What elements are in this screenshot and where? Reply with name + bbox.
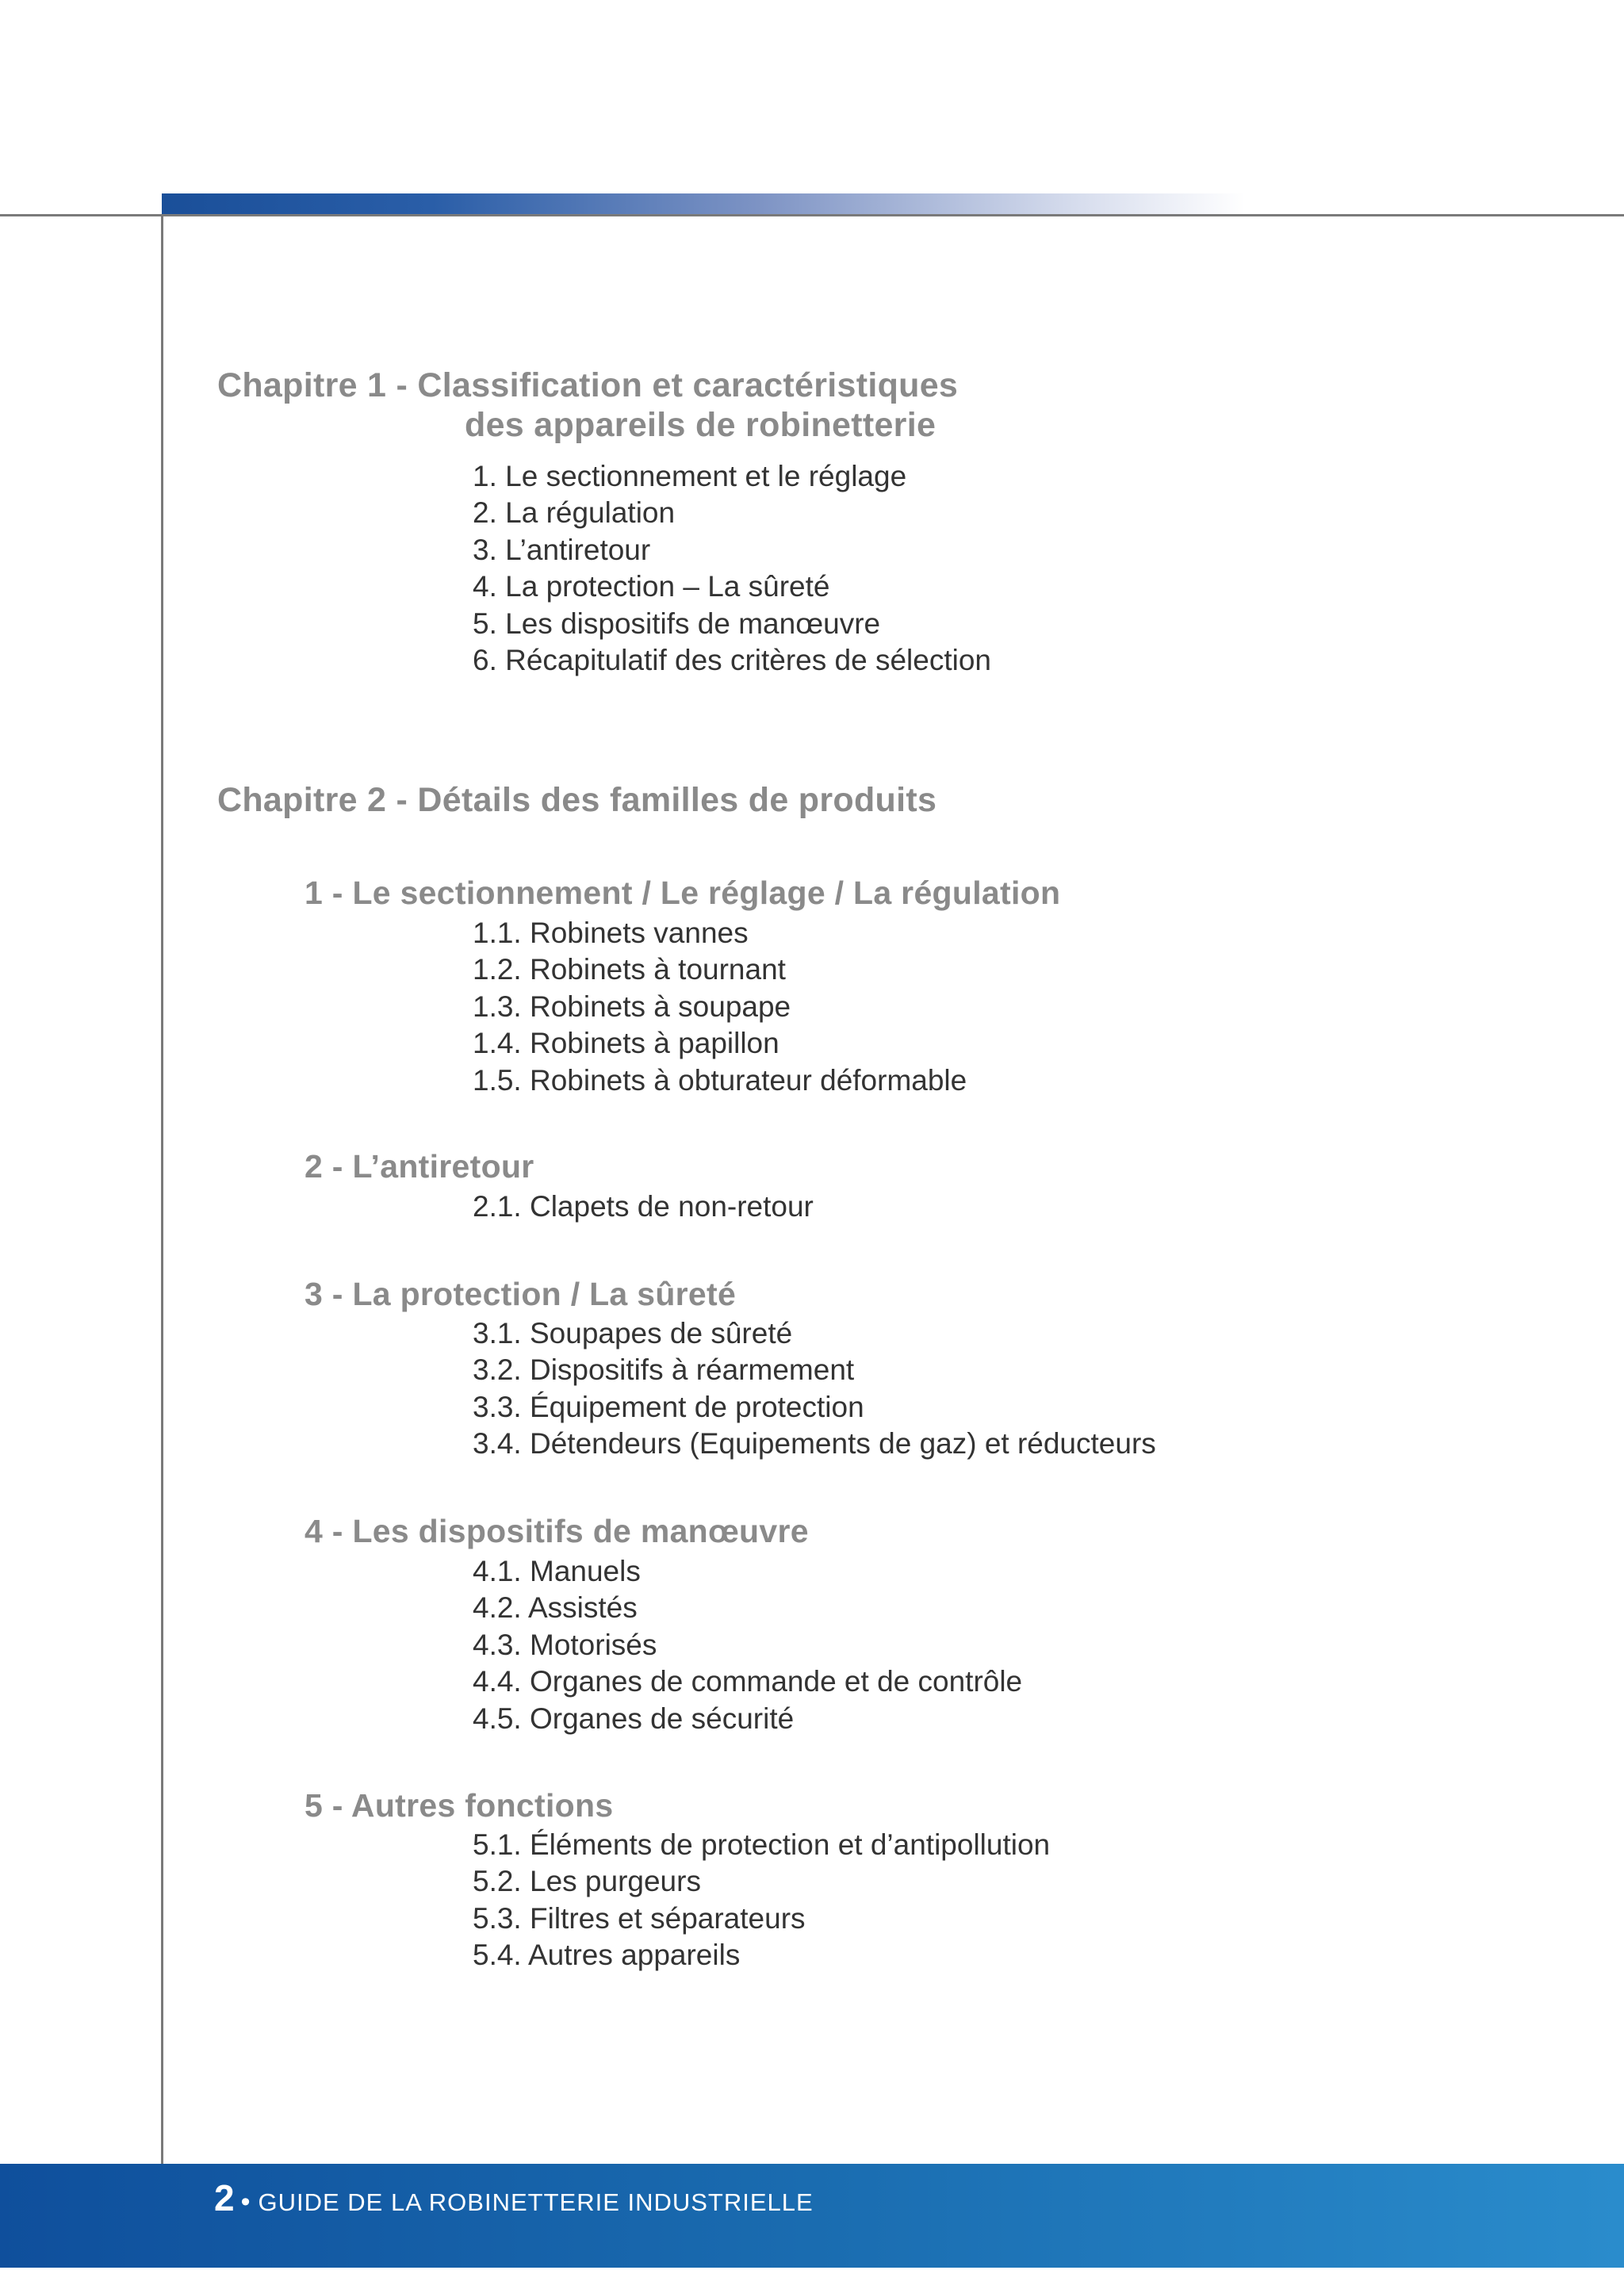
section-2-title: 2 - L’antiretour (304, 1148, 534, 1185)
list-item: 3.4. Détendeurs (Equipements de gaz) et réducteurs (473, 1427, 1156, 1460)
list-item: 6. Récapitulatif des critères de sélection (473, 643, 992, 676)
list-item: 4.1. Manuels (473, 1555, 641, 1587)
footer (214, 2176, 814, 2216)
section-1-list (473, 915, 967, 1099)
section-1-title: 1 - Le sectionnement / Le réglage / La régulation (304, 875, 1061, 911)
chapter-2-title: Chapitre 2 - Détails des familles de produits (217, 781, 937, 819)
chapter-1-title-line-2: des appareils de robinetterie (465, 406, 936, 444)
list-item: 1.2. Robinets à tournant (473, 953, 786, 986)
list-item: 3.2. Dispositifs à réarmement (473, 1353, 855, 1387)
section-4-title: 4 - Les dispositifs de manœuvre (304, 1513, 809, 1549)
list-item: 3.1. Soupapes de sûreté (473, 1317, 793, 1349)
list-item: 5.4. Autres appareils (473, 1939, 741, 1972)
header-rule (0, 214, 1624, 216)
list-item: 4.2. Assistés (473, 1591, 638, 1625)
list-item: 4. La protection – La sûreté (473, 570, 830, 603)
list-item: 4.5. Organes de sécurité (473, 1702, 795, 1735)
list-item: 4.4. Organes de commande et de contrôle (473, 1665, 1023, 1698)
list-item: 1. Le sectionnement et le réglage (473, 460, 907, 492)
section-3-list (473, 1315, 1156, 1463)
section-5-list (473, 1827, 1050, 1974)
list-item: 5.1. Éléments de protection et d’antipollution (473, 1828, 1051, 1861)
list-item: 5.3. Filtres et séparateurs (473, 1901, 806, 1935)
list-item: 5.2. Les purgeurs (473, 1865, 701, 1898)
list-item: 3. L’antiretour (473, 533, 651, 566)
list-item: 1.1. Robinets vannes (473, 917, 749, 949)
chapter-1-title-line-1: Chapitre 1 - Classification et caractéristiques (217, 366, 959, 404)
chapter-1-list (473, 458, 991, 679)
footer-title: GUIDE DE LA ROBINETTERIE INDUSTRIELLE (258, 2188, 814, 2216)
section-3-title: 3 - La protection / La sûreté (304, 1276, 737, 1312)
list-item: 1.4. Robinets à papillon (473, 1027, 779, 1060)
footer-separator: • (240, 2187, 251, 2217)
list-item: 1.5. Robinets à obturateur déformable (473, 1063, 967, 1097)
list-item: 3.3. Équipement de protection (473, 1390, 864, 1423)
list-item: 2. La régulation (473, 496, 676, 530)
header-gradient-band (162, 193, 1245, 216)
page-number: 2 (214, 2177, 235, 2218)
section-2-list (473, 1189, 814, 1225)
section-5-title: 5 - Autres fonctions (304, 1787, 614, 1824)
left-margin-rule (161, 214, 163, 2165)
list-item: 4.3. Motorisés (473, 1628, 657, 1661)
section-4-list (473, 1553, 1022, 1737)
list-item: 5. Les dispositifs de manœuvre (473, 607, 881, 640)
list-item: 1.3. Robinets à soupape (473, 990, 791, 1023)
list-item: 2.1. Clapets de non-retour (473, 1190, 814, 1223)
